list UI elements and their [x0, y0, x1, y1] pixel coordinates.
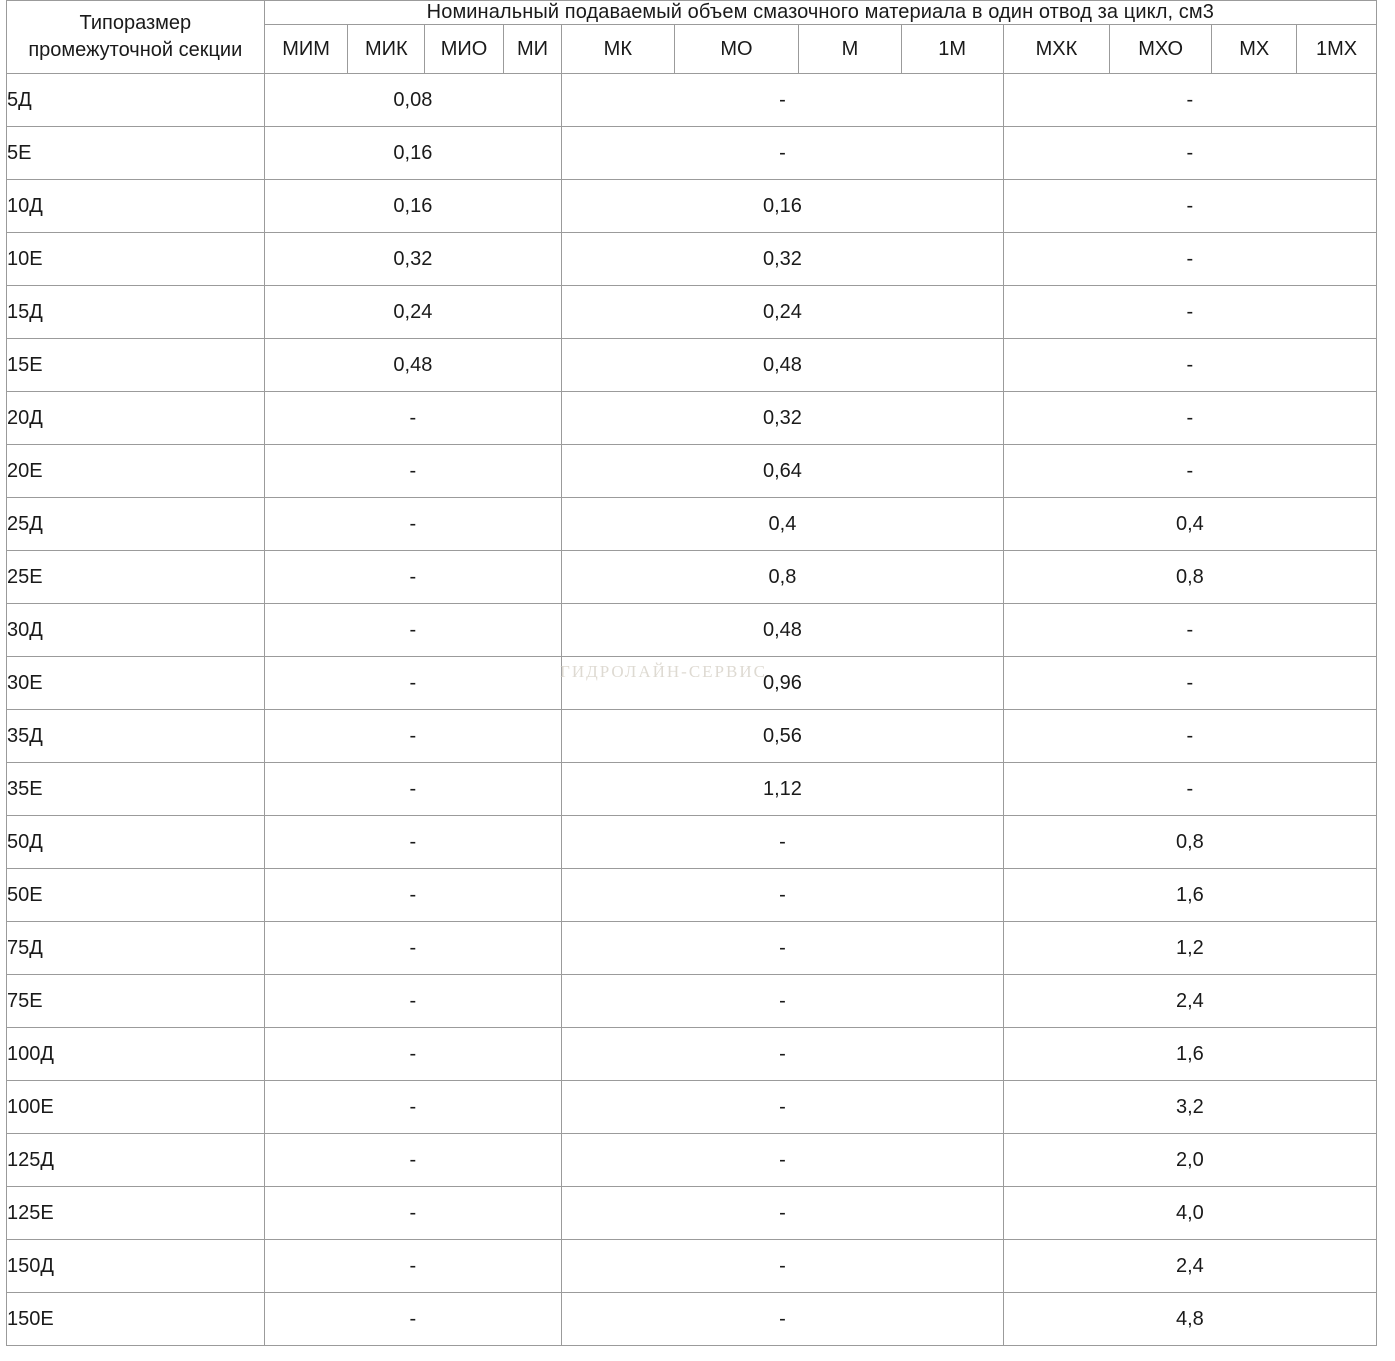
cell-mi-group: -: [264, 551, 561, 604]
cell-mi-group: 0,16: [264, 180, 561, 233]
table-row: [7, 922, 1377, 975]
table-header-row-top: [7, 1, 1377, 25]
column-header-m: М: [799, 25, 901, 74]
cell-m-group: -: [562, 1240, 1004, 1293]
cell-mx-group: 0,4: [1003, 498, 1376, 551]
cell-mx-group: 1,6: [1003, 1028, 1376, 1081]
table-row: [7, 551, 1377, 604]
cell-m-group: -: [562, 922, 1004, 975]
row-label: 100Е: [7, 1081, 265, 1134]
row-label: 5Д: [7, 74, 265, 127]
column-header-mk: МК: [562, 25, 674, 74]
cell-mi-group: 0,16: [264, 127, 561, 180]
cell-mx-group: -: [1003, 286, 1376, 339]
row-label: 100Д: [7, 1028, 265, 1081]
table-row: [7, 1028, 1377, 1081]
table-row: [7, 763, 1377, 816]
cell-mx-group: -: [1003, 763, 1376, 816]
cell-m-group: -: [562, 1028, 1004, 1081]
row-label: 30Е: [7, 657, 265, 710]
row-label: 5Е: [7, 127, 265, 180]
table-row: [7, 1081, 1377, 1134]
cell-mi-group: -: [264, 1028, 561, 1081]
cell-m-group: 0,32: [562, 392, 1004, 445]
row-label: 15Е: [7, 339, 265, 392]
table-row: [7, 975, 1377, 1028]
table-head: [7, 1, 1377, 74]
cell-m-group: 0,8: [562, 551, 1004, 604]
cell-mi-group: 0,48: [264, 339, 561, 392]
row-label: 50Е: [7, 869, 265, 922]
table-row: [7, 1134, 1377, 1187]
row-label: 150Е: [7, 1293, 265, 1346]
cell-mi-group: -: [264, 1081, 561, 1134]
column-header-1m: 1М: [901, 25, 1003, 74]
group-header: Номинальный подаваемый объем смазочного материала в один отвод за цикл, см3: [264, 1, 1376, 25]
cell-mx-group: -: [1003, 657, 1376, 710]
cell-mi-group: -: [264, 1240, 561, 1293]
table-row: [7, 233, 1377, 286]
cell-mi-group: -: [264, 392, 561, 445]
column-header-mio: МИО: [425, 25, 504, 74]
cell-m-group: -: [562, 1081, 1004, 1134]
cell-m-group: -: [562, 816, 1004, 869]
cell-mi-group: -: [264, 498, 561, 551]
column-header-mi: МИ: [503, 25, 561, 74]
column-header-1mx: 1МХ: [1297, 25, 1377, 74]
column-header-mx: МХ: [1212, 25, 1297, 74]
cell-m-group: -: [562, 975, 1004, 1028]
cell-mi-group: -: [264, 763, 561, 816]
cell-mx-group: -: [1003, 127, 1376, 180]
table-row: [7, 869, 1377, 922]
cell-mi-group: 0,24: [264, 286, 561, 339]
table-row: [7, 286, 1377, 339]
cell-m-group: 0,64: [562, 445, 1004, 498]
cell-m-group: -: [562, 1187, 1004, 1240]
table-row: [7, 604, 1377, 657]
cell-mi-group: -: [264, 1293, 561, 1346]
cell-m-group: -: [562, 74, 1004, 127]
table-row: [7, 339, 1377, 392]
cell-mx-group: 2,0: [1003, 1134, 1376, 1187]
cell-m-group: 1,12: [562, 763, 1004, 816]
cell-mi-group: -: [264, 445, 561, 498]
table-row: [7, 392, 1377, 445]
table-body: [7, 74, 1377, 1346]
cell-mx-group: -: [1003, 604, 1376, 657]
column-header-mxo: МХО: [1110, 25, 1212, 74]
cell-mi-group: 0,08: [264, 74, 561, 127]
cell-m-group: 0,56: [562, 710, 1004, 763]
table-row: [7, 1187, 1377, 1240]
cell-mx-group: 1,6: [1003, 869, 1376, 922]
row-label: 25Д: [7, 498, 265, 551]
table-row: [7, 74, 1377, 127]
row-label: 75Е: [7, 975, 265, 1028]
cell-m-group: 0,24: [562, 286, 1004, 339]
row-label: 50Д: [7, 816, 265, 869]
cell-m-group: -: [562, 1134, 1004, 1187]
column-header-mik: МИК: [348, 25, 425, 74]
cell-mi-group: -: [264, 1187, 561, 1240]
cell-mx-group: -: [1003, 339, 1376, 392]
column-header-mxk: МХК: [1003, 25, 1109, 74]
table-row: [7, 445, 1377, 498]
cell-m-group: 0,4: [562, 498, 1004, 551]
lubrication-volume-table: [6, 0, 1377, 1346]
watermark-text: ГИДРОЛАЙН-СЕРВИС: [560, 662, 767, 681]
cell-mi-group: -: [264, 604, 561, 657]
cell-mx-group: 1,2: [1003, 922, 1376, 975]
row-label: 20Д: [7, 392, 265, 445]
row-label: 35Д: [7, 710, 265, 763]
cell-mi-group: 0,32: [264, 233, 561, 286]
table-row: [7, 127, 1377, 180]
row-label: 125Е: [7, 1187, 265, 1240]
cell-mx-group: 3,2: [1003, 1081, 1376, 1134]
cell-mx-group: -: [1003, 233, 1376, 286]
cell-m-group: -: [562, 869, 1004, 922]
row-label: 35Е: [7, 763, 265, 816]
cell-m-group: -: [562, 127, 1004, 180]
cell-mi-group: -: [264, 710, 561, 763]
cell-mx-group: -: [1003, 74, 1376, 127]
row-label: 30Д: [7, 604, 265, 657]
cell-mx-group: -: [1003, 445, 1376, 498]
table-row: [7, 180, 1377, 233]
cell-m-group: 0,96: [562, 657, 1004, 710]
row-label: 10Е: [7, 233, 265, 286]
table-row: [7, 710, 1377, 763]
cell-mx-group: 2,4: [1003, 975, 1376, 1028]
cell-m-group: 0,32: [562, 233, 1004, 286]
cell-mx-group: 2,4: [1003, 1240, 1376, 1293]
table-row: [7, 1293, 1377, 1346]
corner-header: Типоразмер промежуточной секции: [7, 1, 265, 74]
row-label: 10Д: [7, 180, 265, 233]
table-row: [7, 657, 1377, 710]
cell-m-group: 0,48: [562, 339, 1004, 392]
row-label: 25Е: [7, 551, 265, 604]
table-row: [7, 816, 1377, 869]
cell-m-group: 0,48: [562, 604, 1004, 657]
cell-mi-group: -: [264, 816, 561, 869]
cell-mi-group: -: [264, 869, 561, 922]
table-row: [7, 1240, 1377, 1293]
cell-mi-group: -: [264, 975, 561, 1028]
cell-mx-group: 0,8: [1003, 551, 1376, 604]
cell-mx-group: 0,8: [1003, 816, 1376, 869]
row-label: 150Д: [7, 1240, 265, 1293]
cell-mi-group: -: [264, 922, 561, 975]
row-label: 15Д: [7, 286, 265, 339]
cell-mx-group: -: [1003, 180, 1376, 233]
row-label: 75Д: [7, 922, 265, 975]
cell-m-group: 0,16: [562, 180, 1004, 233]
cell-mx-group: -: [1003, 392, 1376, 445]
cell-mx-group: -: [1003, 710, 1376, 763]
cell-mx-group: 4,8: [1003, 1293, 1376, 1346]
cell-mi-group: -: [264, 657, 561, 710]
column-header-mim: МИМ: [264, 25, 348, 74]
cell-mx-group: 4,0: [1003, 1187, 1376, 1240]
column-header-mo: МО: [674, 25, 799, 74]
cell-mi-group: -: [264, 1134, 561, 1187]
row-label: 125Д: [7, 1134, 265, 1187]
table-row: [7, 498, 1377, 551]
cell-m-group: -: [562, 1293, 1004, 1346]
row-label: 20Е: [7, 445, 265, 498]
